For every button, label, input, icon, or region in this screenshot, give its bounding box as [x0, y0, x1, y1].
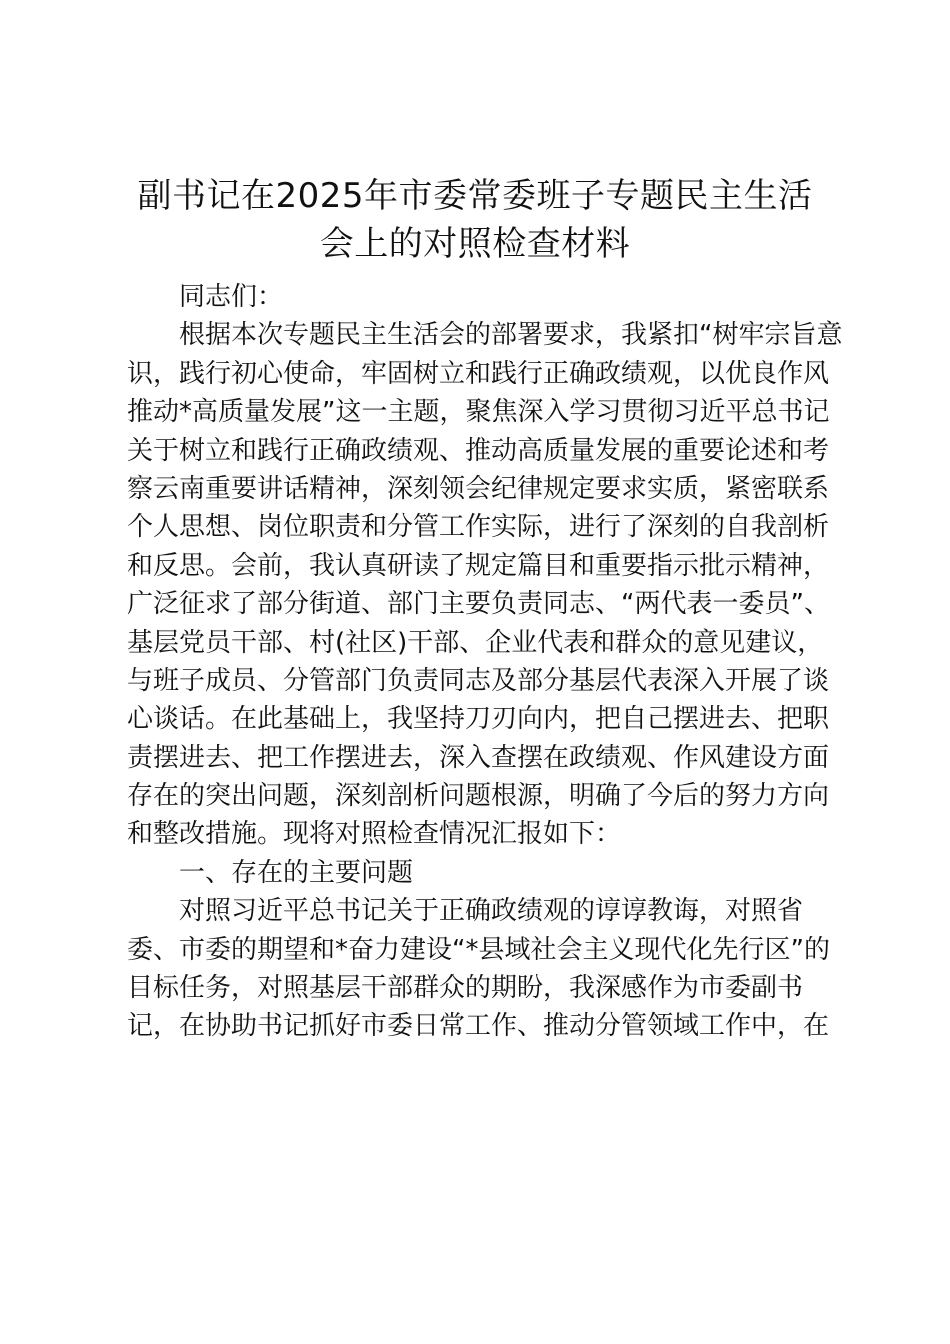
- paragraph-2-line: 委、市委的期望和*奋力建设“*县域社会主义现代化先行区”的: [127, 934, 830, 965]
- paragraph-1-line: 广泛征求了部分街道、部门主要负责同志、“两代表一委员”、: [127, 589, 830, 620]
- paragraph-1-line: 和整改措施。现将对照检查情况汇报如下：: [127, 819, 622, 850]
- paragraph-1-line: 和反思。会前，我认真研读了规定篇目和重要指示批示精神，: [127, 550, 830, 581]
- section-heading: 一、存在的主要问题: [179, 857, 414, 888]
- paragraph-2-line: 记，在协助书记抓好市委日常工作、推动分管领域工作中，在: [127, 1011, 830, 1042]
- title-line: 副书记在2025年市委常委班子专题民主生活: [137, 176, 813, 216]
- paragraph-1-line: 个人思想、岗位职责和分管工作实际，进行了深刻的自我剖析: [127, 512, 830, 543]
- paragraph-1-line: 推动*高质量发展”这一主题，聚焦深入学习贯彻习近平总书记: [127, 397, 830, 428]
- paragraph-1-line: 根据本次专题民主生活会的部署要求，我紧扣“树牢宗旨意: [179, 320, 843, 351]
- paragraph-1-line: 与班子成员、分管部门负责同志及部分基层代表深入开展了谈: [127, 665, 830, 696]
- paragraph-1-line: 识，践行初心使命，牢固树立和践行正确政绩观，以优良作风: [127, 358, 830, 389]
- document-title: [100, 172, 850, 268]
- paragraph-1-line: 基层党员干部、村(社区)干部、企业代表和群众的意见建议，: [127, 627, 824, 658]
- paragraph-1-line: 关于树立和践行正确政绩观、推动高质量发展的重要论述和考: [127, 435, 830, 466]
- paragraph-2-line: 目标任务，对照基层干部群众的期盼，我深感作为市委副书: [127, 973, 804, 1004]
- document-body: [127, 278, 843, 1046]
- paragraph-1-line: 存在的突出问题，深刻剖析问题根源，明确了今后的努力方向: [127, 781, 830, 812]
- paragraph-1-line: 心谈话。在此基础上，我坚持刀刃向内，把自己摆进去、把职: [127, 704, 830, 735]
- paragraph-2-line: 对照习近平总书记关于正确政绩观的谆谆教诲，对照省: [179, 896, 804, 927]
- title-line: 会上的对照检查材料: [319, 224, 631, 264]
- paragraph-1-line: 察云南重要讲话精神，深刻领会纪律规定要求实质，紧密联系: [127, 473, 830, 504]
- paragraph-1-line: 责摆进去、把工作摆进去，深入查摆在政绩观、作风建设方面: [127, 742, 830, 773]
- salutation: 同志们：: [179, 282, 284, 312]
